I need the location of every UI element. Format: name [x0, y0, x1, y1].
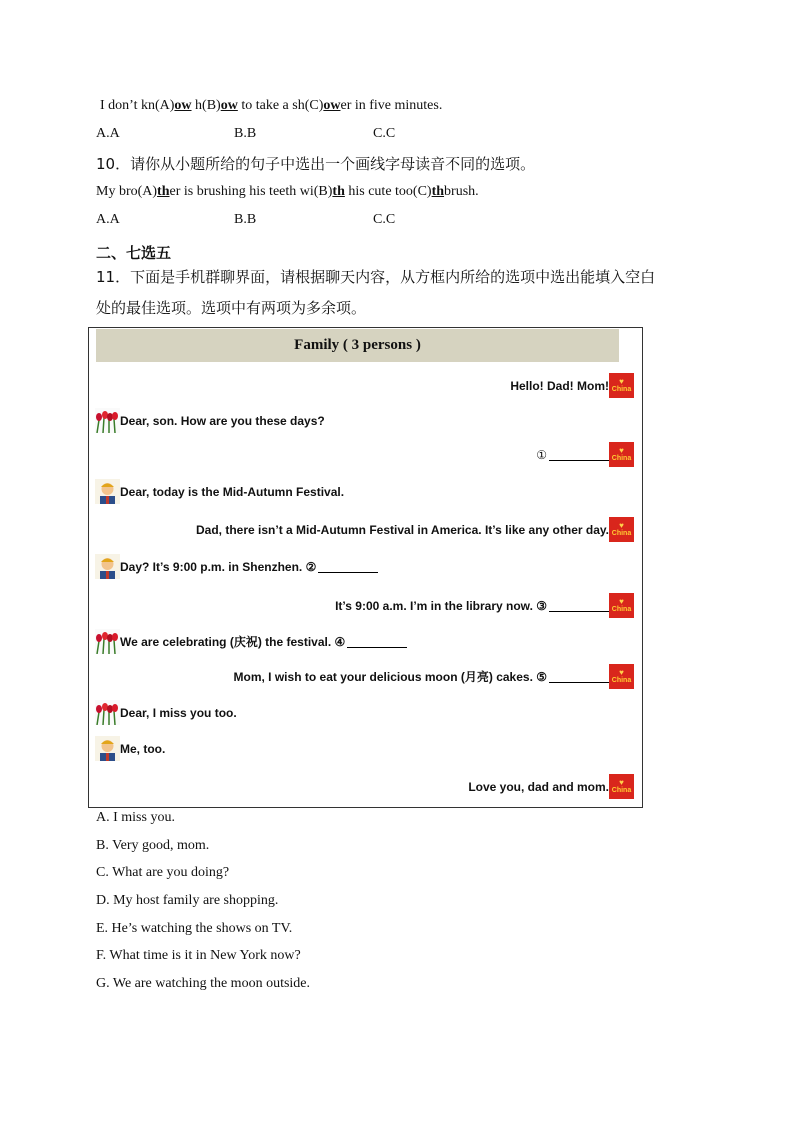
q11-prompt-line1: 11．下面是手机群聊界面，请根据聊天内容，从方框内所给的选项中选出能填入空白	[96, 268, 656, 286]
chat-message: Day? It’s 9:00 p.m. in Shenzhen. ②	[95, 554, 378, 579]
chat-header	[96, 329, 619, 362]
answer-blank-5[interactable]	[549, 670, 609, 683]
q11-prompt-line2: 处的最佳选项。选项中有两项为多余项。	[96, 299, 367, 317]
chat-message: Hello! Dad! Mom! ♥ China	[510, 373, 634, 398]
china-avatar-icon: ♥ China	[609, 517, 634, 542]
dad-avatar-icon	[95, 736, 120, 761]
choice-g: G. We are watching the moon outside.	[96, 976, 311, 991]
chat-message: Dear, I miss you too.	[95, 700, 237, 725]
chat-message: Dear, today is the Mid-Autumn Festival.	[95, 479, 344, 504]
answer-blank-4[interactable]	[347, 635, 407, 648]
chat-title: Family ( 3 persons )	[294, 337, 421, 353]
answer-blank-2[interactable]	[318, 560, 378, 573]
choice-e: E. He’s watching the shows on TV.	[96, 921, 293, 936]
china-avatar-icon: ♥ China	[609, 373, 634, 398]
q10-option-a: A.A	[96, 212, 120, 227]
q10-option-c: C.C	[373, 212, 396, 227]
china-avatar-icon: ♥ China	[609, 593, 634, 618]
tulip-avatar-icon	[95, 408, 120, 433]
choice-c: C. What are you doing?	[96, 865, 230, 880]
q9-option-b: B.B	[234, 126, 257, 141]
choice-a: A. I miss you.	[96, 810, 175, 825]
chat-message: It’s 9:00 a.m. I’m in the library now. ③ ♥ China	[335, 593, 634, 618]
chat-message: We are celebrating (庆祝) the festival. ④	[95, 629, 407, 654]
q10-sentence: My bro(A)ther is brushing his teeth wi(B)th his cute too(C)thbrush.	[96, 184, 479, 199]
chat-message: Dad, there isn’t a Mid-Autumn Festival in America. It’s like any other day. ♥ China	[196, 517, 634, 542]
choice-d: D. My host family are shopping.	[96, 893, 279, 908]
chat-message: Dear, son. How are you these days?	[95, 408, 325, 433]
dad-avatar-icon	[95, 554, 120, 579]
q9-option-c: C.C	[373, 126, 396, 141]
tulip-avatar-icon	[95, 700, 120, 725]
group-chat-window	[88, 327, 643, 808]
q9-sentence: I don’t kn(A)ow h(B)ow to take a sh(C)ower in five minutes.	[100, 98, 443, 113]
section-title: 二、七选五	[96, 244, 172, 262]
china-avatar-icon: ♥ China	[609, 774, 634, 799]
chat-message: Love you, dad and mom. ♥ China	[468, 774, 634, 799]
q10-option-b: B.B	[234, 212, 257, 227]
chat-message: Mom, I wish to eat your delicious moon (月亮) cakes. ⑤ ♥ China	[234, 664, 634, 689]
chat-message: Me, too.	[95, 736, 165, 761]
chat-message: ① ♥ China	[536, 442, 634, 467]
dad-avatar-icon	[95, 479, 120, 504]
answer-blank-3[interactable]	[549, 599, 609, 612]
q10-prompt: 10．请你从小题所给的句子中选出一个画线字母读音不同的选项。	[96, 155, 536, 173]
china-avatar-icon: ♥ China	[609, 442, 634, 467]
choice-f: F. What time is it in New York now?	[96, 948, 301, 963]
choice-b: B. Very good, mom.	[96, 838, 210, 853]
q9-option-a: A.A	[96, 126, 120, 141]
tulip-avatar-icon	[95, 629, 120, 654]
answer-blank-1[interactable]	[549, 448, 609, 461]
china-avatar-icon: ♥ China	[609, 664, 634, 689]
